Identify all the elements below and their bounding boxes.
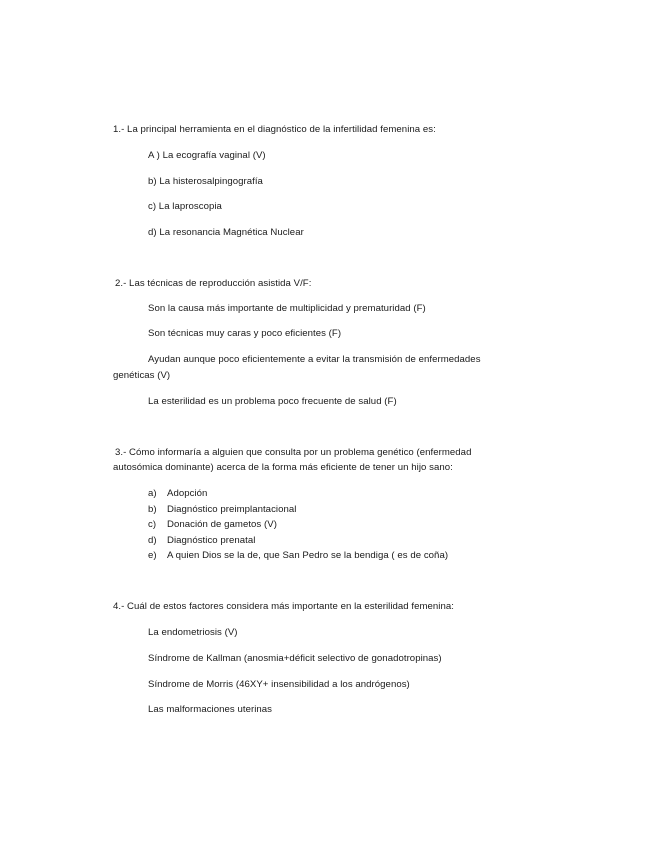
q2-statement-2: Son técnicas muy caras y poco eficientes (F) xyxy=(148,328,342,339)
q1-option-d: d) La resonancia Magnética Nuclear xyxy=(148,227,304,238)
q2-statement-4: La esterilidad es un problema poco frecuente de salud (F) xyxy=(148,396,397,407)
q4-option-4: Las malformaciones uterinas xyxy=(148,704,272,715)
q3-option-a xyxy=(148,488,207,500)
q3-option-b xyxy=(148,504,296,516)
q3-option-a-label: a) xyxy=(148,488,157,499)
q2-statement-3-cont: genéticas (V) xyxy=(113,370,171,381)
question-1: 1.- La principal herramienta en el diagnóstico de la infertilidad femenina es: xyxy=(113,124,436,135)
q3-option-b-label: b) xyxy=(148,504,157,515)
q4-option-2: Síndrome de Kallman (anosmia+déficit selectivo de gonadotropinas) xyxy=(148,653,442,664)
q1-option-c: c) La laproscopia xyxy=(148,201,222,212)
q1-option-a: A ) La ecografía vaginal (V) xyxy=(148,150,266,161)
q3-option-c-label: c) xyxy=(148,519,157,530)
q3-option-a-text: Adopción xyxy=(167,488,208,499)
q3-option-b-text: Diagnóstico preimplantacional xyxy=(167,504,297,515)
question-4: 4.- Cuál de estos factores considera más importante en la esterilidad femenina: xyxy=(113,601,454,612)
q3-option-c xyxy=(148,519,277,531)
q2-statement-1: Son la causa más importante de multiplicidad y prematuridad (F) xyxy=(148,303,426,314)
q2-statement-3: Ayudan aunque poco eficientemente a evitar la transmisión de enfermedades xyxy=(148,354,481,365)
q3-option-e-label: e) xyxy=(148,550,157,561)
q3-option-c-text: Donación de gametos (V) xyxy=(167,519,277,530)
question-2: 2.- Las técnicas de reproducción asistida V/F: xyxy=(115,278,312,289)
q3-option-d-text: Diagnóstico prenatal xyxy=(167,535,256,546)
q1-option-b: b) La histerosalpingografía xyxy=(148,176,263,187)
q3-option-e-text: A quien Dios se la de, que San Pedro se la bendiga ( es de coña) xyxy=(167,550,449,561)
q3-option-d-label: d) xyxy=(148,535,157,546)
question-3-line-1: 3.- Cómo informaría a alguien que consulta por un problema genético (enfermedad xyxy=(115,447,472,458)
q3-option-e xyxy=(148,550,448,562)
q3-option-d xyxy=(148,535,255,547)
question-3-line-2: autosómica dominante) acerca de la forma más eficiente de tener un hijo sano: xyxy=(113,462,453,473)
q4-option-1: La endometriosis (V) xyxy=(148,627,238,638)
q4-option-3: Síndrome de Morris (46XY+ insensibilidad a los andrógenos) xyxy=(148,679,410,690)
